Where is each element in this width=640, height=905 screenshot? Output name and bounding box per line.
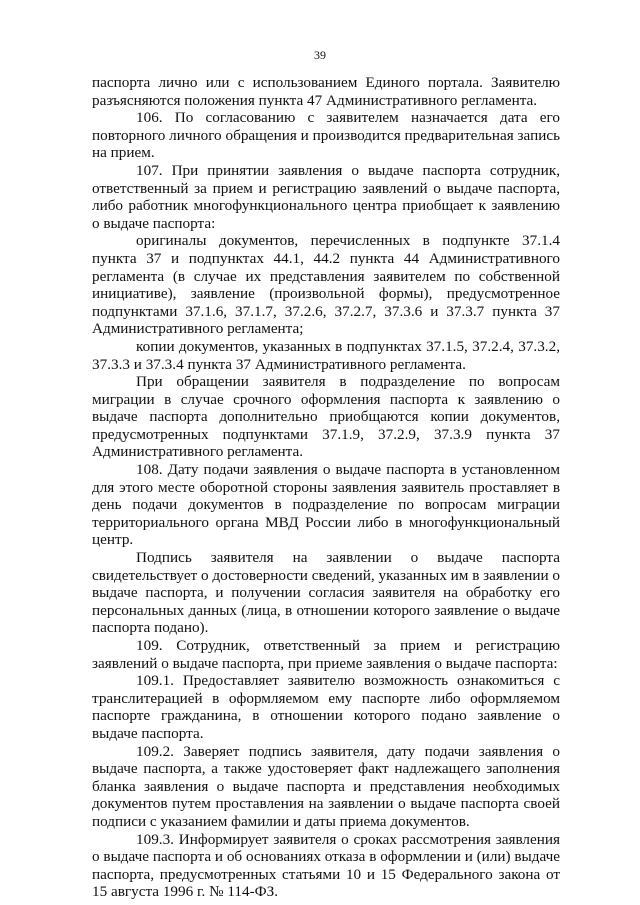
paragraph-originals: оригиналы документов, перечисленных в подпункте 37.1.4 пункта 37 и подпунктах 44.1, 44.2 пункта 44 Административного регламента (в случае их представления заявителем по собственной инициативе), заявление (произвольной формы), предусмотренное подпунктами 37.1.6, 37.1.7, 37.2.6, 37.2.7, 37.3.6 и 37.3.7 пункта 37 Административного регламента; (92, 232, 560, 338)
paragraph-109-3: 109.3. Информирует заявителя о сроках рассмотрения заявления о выдаче паспорта и об основаниях отказа в оформлении и (или) выдаче паспорта, предусмотренных статьями 10 и 15 Федерального закона от 15 августа 1996 г. № 114-ФЗ. (92, 830, 560, 901)
paragraph-108: 108. Дату подачи заявления о выдаче паспорта в установленном для этого месте оборотной стороны заявления заявитель проставляет в день подачи документов в подразделение по вопросам миграции территориального органа МВД России либо в многофункциональный центр. (92, 461, 560, 549)
paragraph-urgent: При обращении заявителя в подразделение по вопросам миграции в случае срочного оформления паспорта к заявлению о выдаче паспорта дополнительно приобщаются копии документов, предусмотренных подпунктами 37.1.9, 37.2.9, 37.3.9 пункта 37 Административного регламента. (92, 373, 560, 461)
paragraph-109: 109. Сотрудник, ответственный за прием и регистрацию заявлений о выдаче паспорта, при приеме заявления о выдаче паспорта: (92, 637, 560, 672)
paragraph-107: 107. При принятии заявления о выдаче паспорта сотрудник, ответственный за прием и регистрацию заявлений о выдаче паспорта, либо работник многофункционального центра приобщает к заявлению о выдаче паспорта: (92, 161, 560, 232)
paragraph-106: 106. По согласованию с заявителем назначается дата его повторного личного обращения и производится предварительная запись на прием. (92, 109, 560, 162)
paragraph-continuation: паспорта лично или с использованием Единого портала. Заявителю разъясняются положения пункта 47 Административного регламента. (92, 74, 560, 109)
paragraph-109-2: 109.2. Заверяет подпись заявителя, дату подачи заявления о выдаче паспорта, а также удостоверяет факт надлежащего заполнения бланка заявления о выдаче паспорта и представления необходимых документов путем проставления на заявлении о выдаче паспорта своей подписи с указанием фамилии и даты приема документов. (92, 742, 560, 830)
paragraph-copies: копии документов, указанных в подпунктах 37.1.5, 37.2.4, 37.3.2, 37.3.3 и 37.3.4 пункта 37 Административного регламента. (92, 337, 560, 373)
page-number: 39 (314, 48, 326, 62)
paragraph-109-1: 109.1. Предоставляет заявителю возможность ознакомиться с транслитерацией в оформляемом ему паспорте либо оформляемом паспорте гражданина, в отношении которого подано заявление о выдаче паспорта. (92, 672, 560, 742)
paragraph-signature: Подпись заявителя на заявлении о выдаче паспорта свидетельствует о достоверности сведений, указанных им в заявлении о выдаче паспорта, и получении согласия заявителя на обработку его персональных данных (лица, в отношении которого заявление о выдаче паспорта подано). (92, 549, 560, 637)
document-body (92, 74, 560, 901)
